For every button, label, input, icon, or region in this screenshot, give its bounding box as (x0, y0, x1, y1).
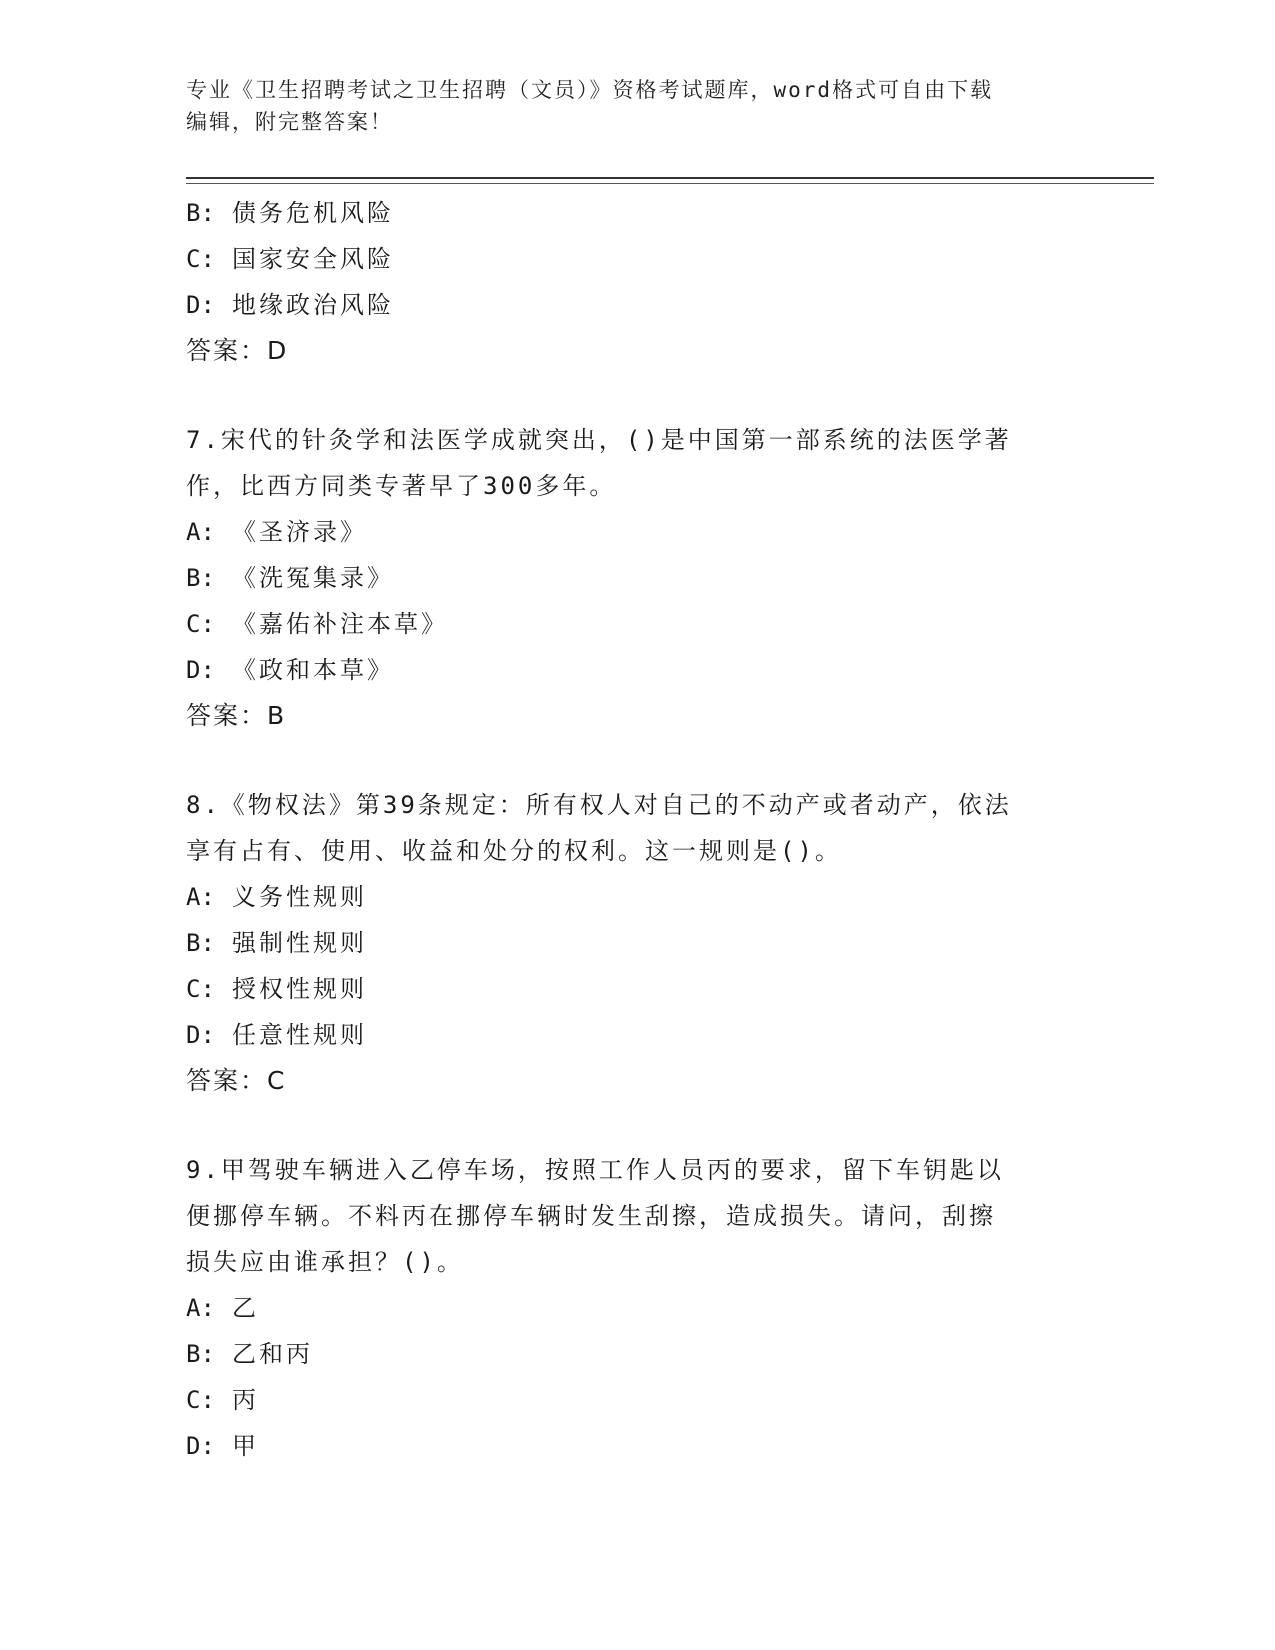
option-text: 《政和本草》 (232, 656, 394, 684)
option-text: 任意性规则 (232, 1021, 367, 1049)
option-letter: D: (186, 1021, 215, 1049)
previous-question (186, 190, 1086, 374)
option-c (186, 1377, 1086, 1423)
option-text: 国家安全风险 (232, 245, 394, 273)
question-stem (186, 1147, 1086, 1285)
option-text: 丙 (232, 1386, 259, 1414)
header-line-1: 专业《卫生招聘考试之卫生招聘（文员）》资格考试题库，word格式可自由下载 (186, 78, 994, 102)
document-header (186, 74, 1086, 138)
option-d (186, 1012, 1086, 1058)
option-letter: C: (186, 610, 215, 638)
option-letter: D: (186, 1432, 215, 1460)
option-letter: C: (186, 975, 215, 1003)
stem-line-2: 便挪停车辆。不料丙在挪停车辆时发生刮擦，造成损失。请问，刮擦 (186, 1202, 996, 1230)
spacer (186, 374, 1086, 417)
option-text: 义务性规则 (232, 883, 367, 911)
option-letter: B: (186, 199, 215, 227)
option-text: 地缘政治风险 (232, 291, 394, 319)
stem-line-3: 损失应由谁承担？()。 (186, 1248, 464, 1276)
question-stem (186, 417, 1086, 509)
question-content (186, 190, 1086, 1469)
option-letter: A: (186, 883, 215, 911)
option-c (186, 601, 1086, 647)
question-9 (186, 1147, 1086, 1469)
option-text: 《洗冤集录》 (232, 564, 394, 592)
answer-line: 答案：C (186, 1066, 287, 1095)
option-b (186, 190, 1086, 236)
question-8 (186, 782, 1086, 1104)
header-line-2: 编辑，附完整答案！ (186, 110, 393, 134)
option-letter: C: (186, 1386, 215, 1414)
stem-line-1: 7.宋代的针灸学和法医学成就突出，()是中国第一部系统的法医学著 (186, 426, 1012, 454)
option-letter: A: (186, 1294, 215, 1322)
option-letter: C: (186, 245, 215, 273)
option-b (186, 920, 1086, 966)
option-d (186, 1423, 1086, 1469)
option-text: 授权性规则 (232, 975, 367, 1003)
spacer (186, 739, 1086, 782)
option-text: 债务危机风险 (232, 199, 394, 227)
option-letter: B: (186, 1340, 215, 1368)
answer-line: 答案：D (186, 336, 289, 365)
option-text: 甲 (232, 1432, 259, 1460)
option-text: 乙和丙 (232, 1340, 313, 1368)
question-stem (186, 782, 1086, 874)
option-d (186, 282, 1086, 328)
option-b (186, 1331, 1086, 1377)
option-text: 《嘉佑补注本草》 (232, 610, 448, 638)
option-c (186, 966, 1086, 1012)
stem-line-2: 享有占有、使用、收益和处分的权利。这一规则是()。 (186, 837, 842, 865)
stem-line-1: 8.《物权法》第39条规定：所有权人对自己的不动产或者动产，依法 (186, 791, 1012, 819)
option-letter: A: (186, 518, 215, 546)
option-a (186, 1285, 1086, 1331)
spacer (186, 1104, 1086, 1147)
option-a (186, 509, 1086, 555)
header-divider-thin (186, 183, 1154, 184)
option-letter: B: (186, 929, 215, 957)
option-letter: B: (186, 564, 215, 592)
option-letter: D: (186, 656, 215, 684)
header-divider-thick (186, 177, 1154, 179)
stem-line-2: 作，比西方同类专著早了300多年。 (186, 472, 617, 500)
option-d (186, 647, 1086, 693)
answer-line: 答案：B (186, 701, 287, 730)
option-text: 乙 (232, 1294, 259, 1322)
option-b (186, 555, 1086, 601)
option-text: 《圣济录》 (232, 518, 367, 546)
stem-line-1: 9.甲驾驶车辆进入乙停车场，按照工作人员丙的要求，留下车钥匙以 (186, 1156, 1004, 1184)
option-c (186, 236, 1086, 282)
option-a (186, 874, 1086, 920)
question-7 (186, 417, 1086, 739)
option-text: 强制性规则 (232, 929, 367, 957)
option-letter: D: (186, 291, 215, 319)
